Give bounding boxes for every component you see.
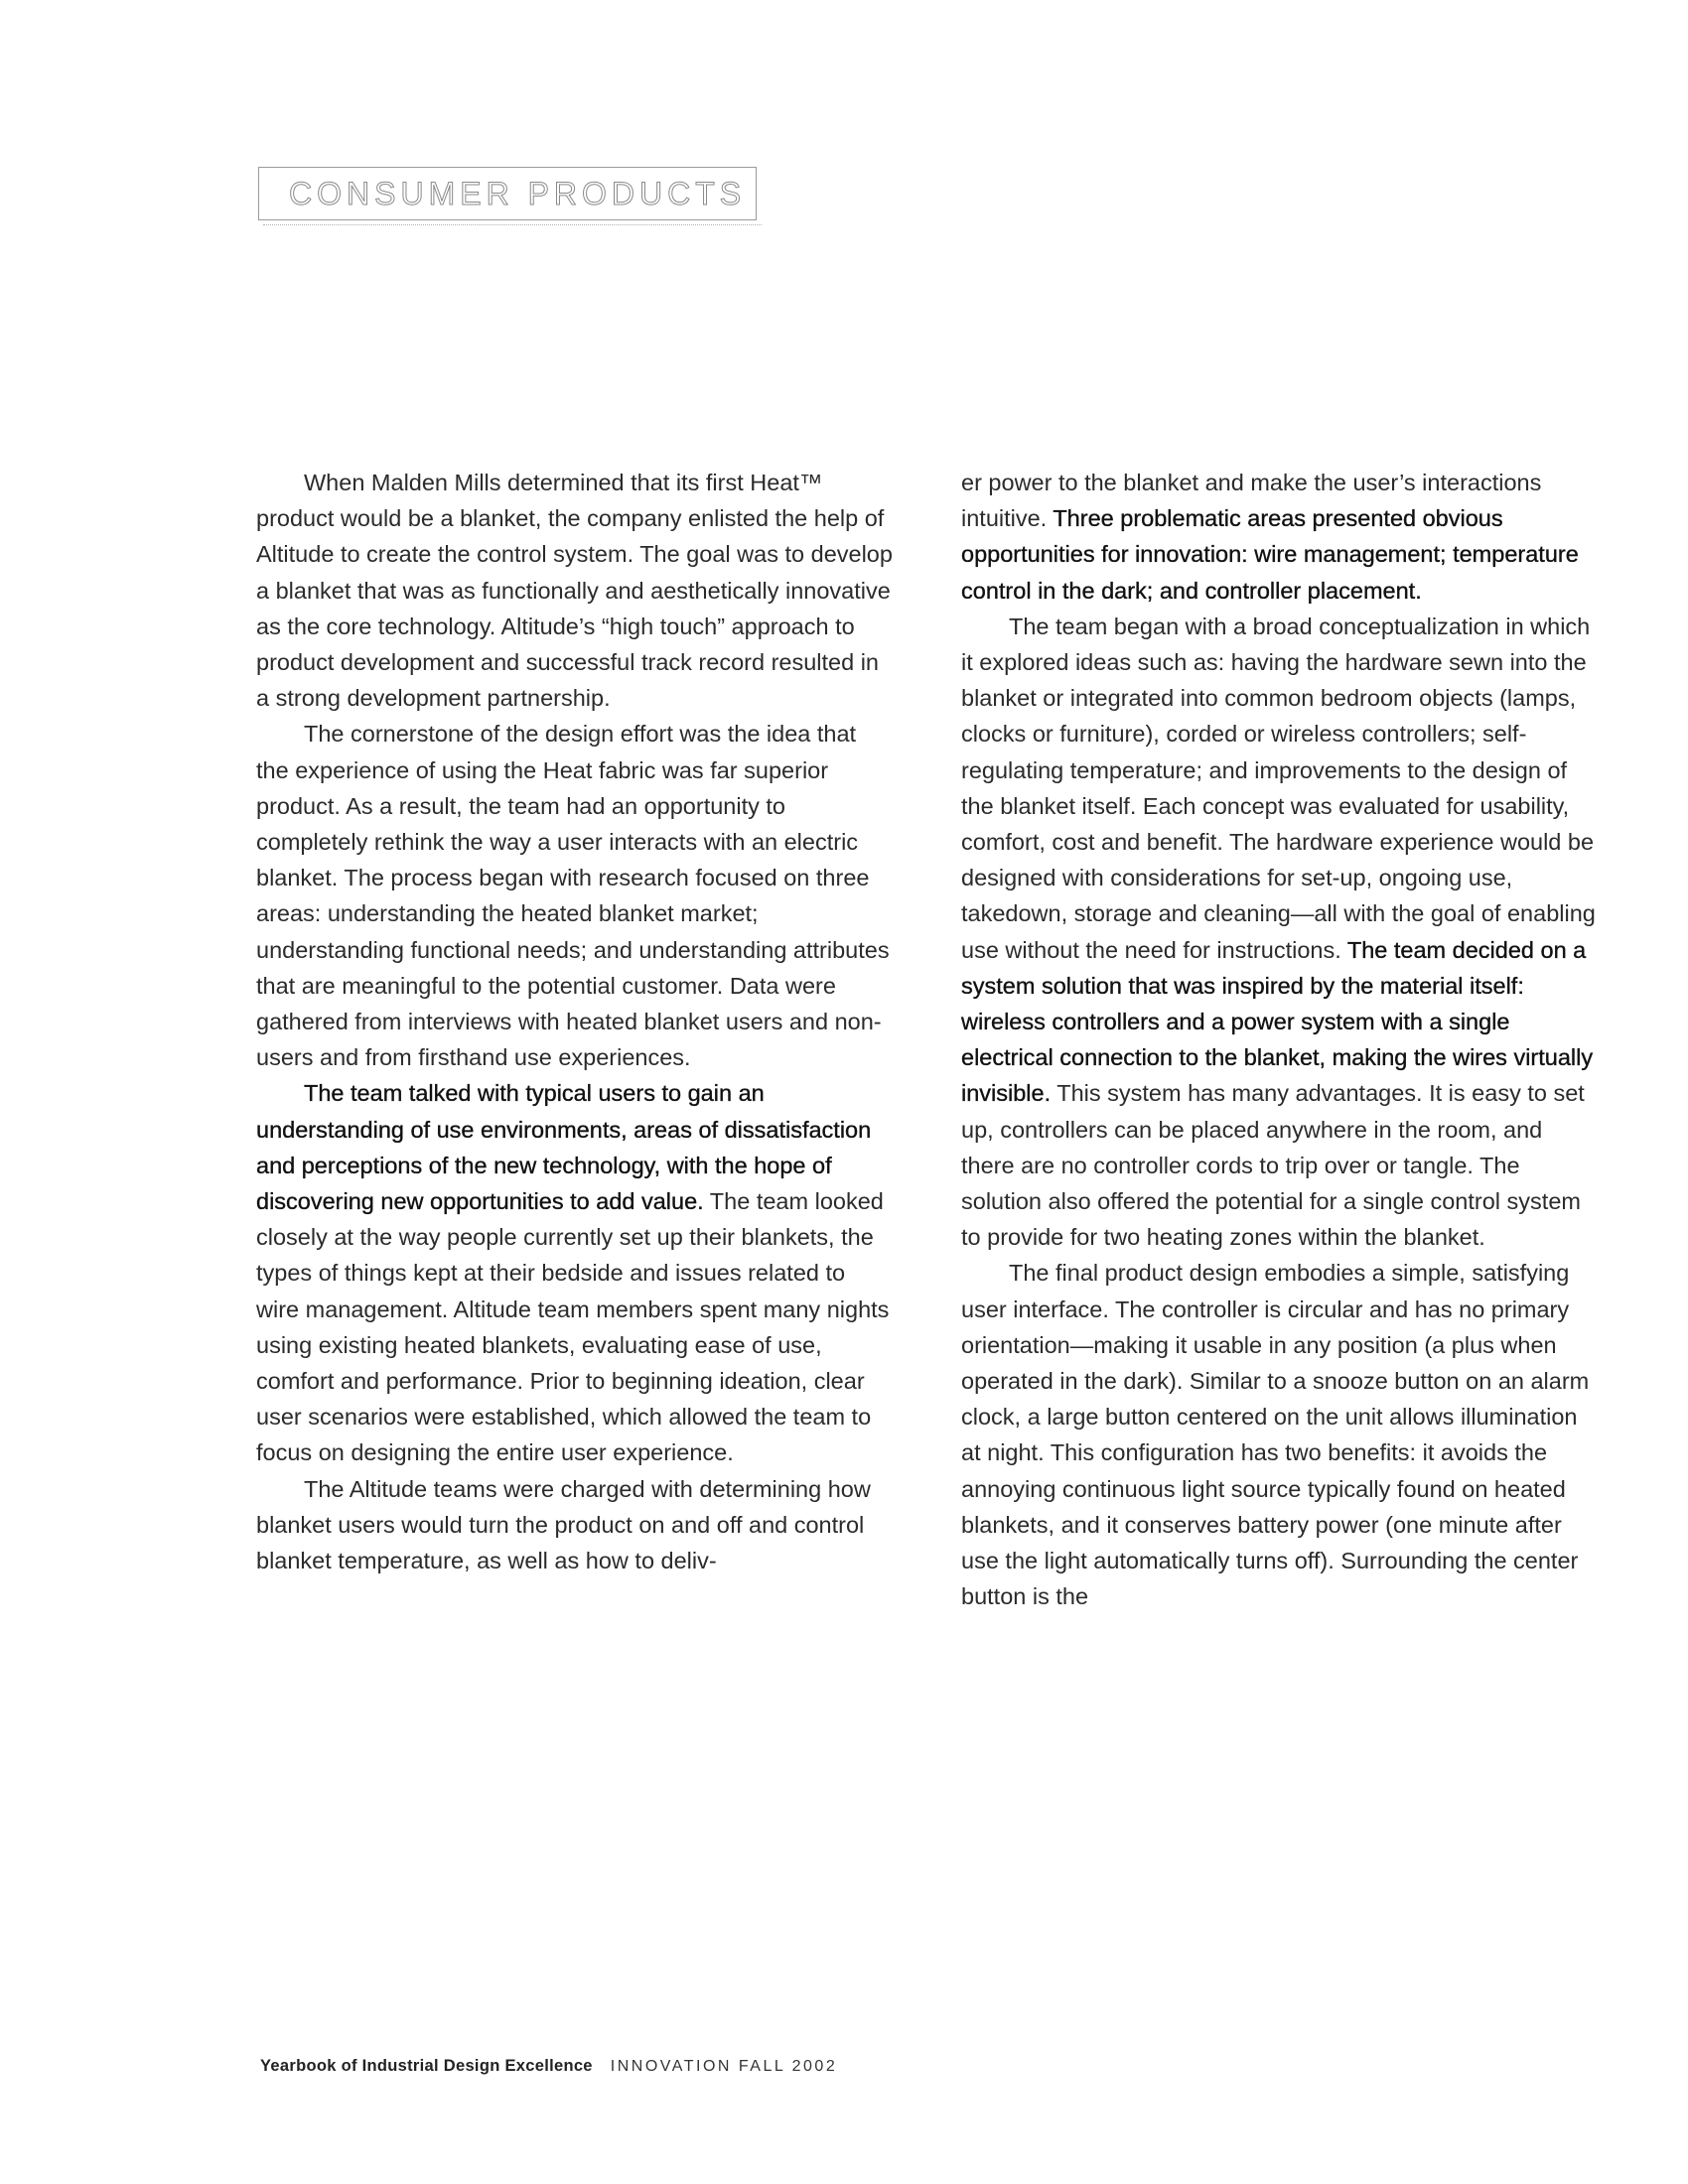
right-text-column [961, 465, 1599, 1615]
section-title: CONSUMER PRODUCTS [289, 176, 747, 211]
right-paragraph-2-body: The team began with a broad conceptualization in which it explored ideas such as: having the hardware sewn into the blanket or integrated into common bedroom objects (lamps, clocks or furniture), corded or wireless controllers; self-regulating temperature; and improvements to the design of the blanket itself. Each concept was evaluated for usability, comfort, cost and benefit. The hardware experience would be designed with considerations for set-up, ongoing use, takedown, storage and cleaning—all with the goal of enabling use without the need for instructions. [961, 613, 1596, 963]
footer-publication: Yearbook of Industrial Design Excellence [260, 2057, 593, 2075]
right-paragraph-2-emphasis: The team decided on a system solution that was inspired by the material itself: wireless controllers and a power system with a single electrical connection to the blanket, making the wires virtually invisible. [961, 936, 1594, 1107]
left-paragraph-3-body: The team looked closely at the way people currently set up their blankets, the types of things kept at their bedside and issues related to wire management. Altitude team members spent many nights using existing heated blankets, evaluating ease of use, comfort and performance. Prior to beginning ideation, clear user scenarios were established, which allowed the team to focus on designing the entire user experience. [256, 1188, 890, 1466]
right-paragraph-1-emphasis: Three problematic areas presented obvious opportunities for innovation: wire management; temperature control in the dark; and controller placement. [961, 505, 1579, 604]
footer-issue: INNOVATION FALL 2002 [610, 2058, 838, 2075]
section-header-box [258, 167, 757, 220]
left-paragraph-3-emphasis: The team talked with typical users to gain an understanding of use environments, areas of dissatisfaction and perceptions of the new technology, with the hope of discovering new opportunities to add value. [256, 1080, 872, 1215]
page-footer [260, 2057, 837, 2076]
right-paragraph-1-body: er power to the blanket and make the user’s interactions intuitive. [961, 470, 1542, 532]
right-paragraph-2-end: This system has many advantages. It is easy to set up, controllers can be placed anywhere in the room, and there are no controller cords to trip over or tangle. The solution also offered the potential for a single control system to provide for two heating zones within the blanket. [961, 1080, 1585, 1251]
right-paragraph-1 [961, 465, 1599, 609]
left-paragraph-2: The cornerstone of the design effort was the idea that the experience of using the Heat fabric was far superior product. As a result, the team had an opportunity to completely rethink the way a user interacts with an electric blanket. The process began with research focused on three areas: understanding the heated blanket market; understanding functional needs; and understanding attributes that are meaningful to the potential customer. Data were gathered from interviews with heated blanket users and non-users and from firsthand use experiences. [256, 721, 890, 1071]
left-paragraph-1: When Malden Mills determined that its first Heat™ product would be a blanket, the company enlisted the help of Altitude to create the control system. The goal was to develop a blanket that was as functionally and aesthetically innovative as the core technology. Altitude’s “high touch” approach to product development and successful track record resulted in a strong development partnership. [256, 470, 893, 712]
right-paragraph-2 [961, 609, 1599, 1256]
left-text-column [256, 465, 894, 1578]
left-paragraph-3 [256, 1075, 894, 1470]
right-paragraph-3: The final product design embodies a simple, satisfying user interface. The controller is circular and has no primary orientation—making it usable in any position (a plus when operated in the dark). Similar to a snooze button on an alarm clock, a large button centered on the unit allows illumination at night. This configuration has two benefits: it avoids the annoying continuous light source typically found on heated blankets, and it conserves battery power (one minute after use the light automatically turns off). Surrounding the center button is the [961, 1260, 1590, 1610]
left-paragraph-4: The Altitude teams were charged with determining how blanket users would turn the product on and off and control blanket temperature, as well as how to deliv- [256, 1475, 871, 1574]
